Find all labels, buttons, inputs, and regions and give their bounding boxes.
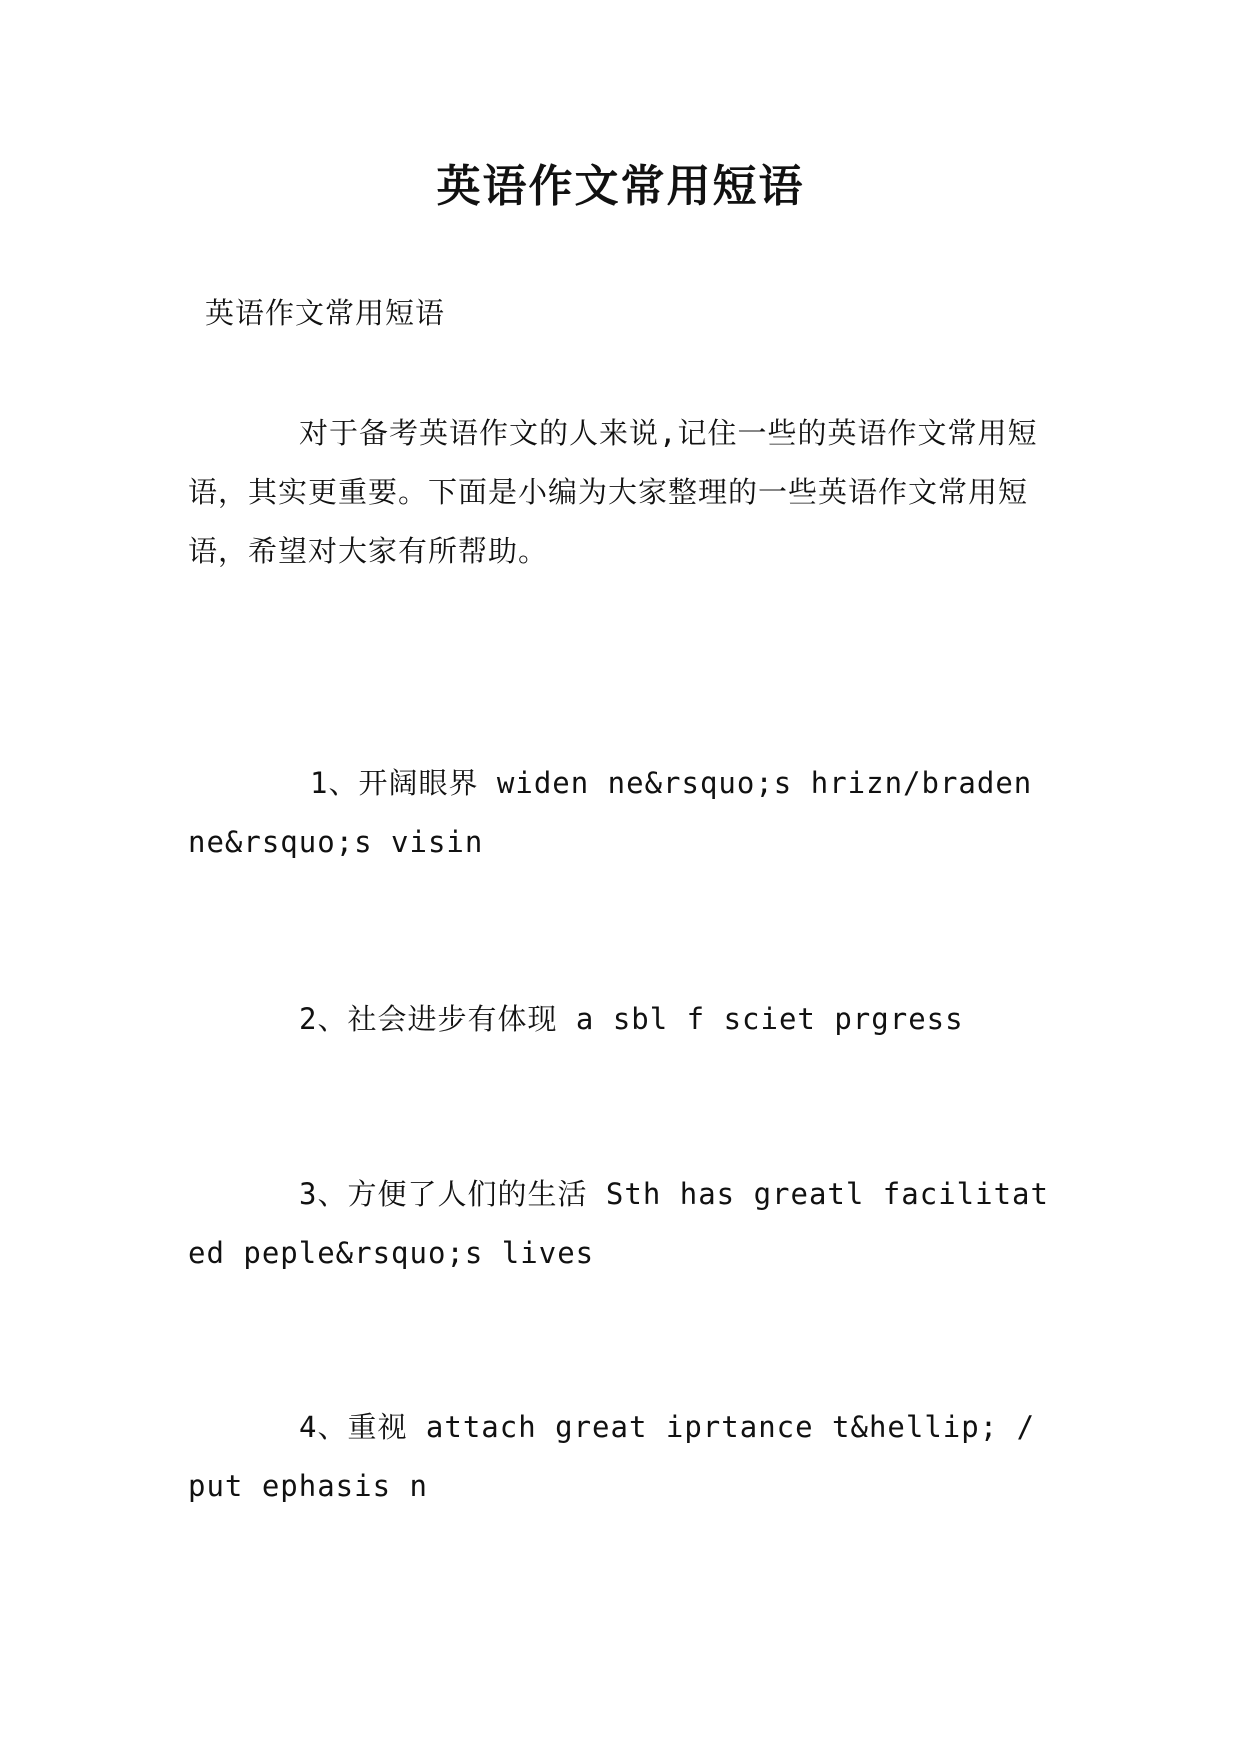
phrase-item-4: 4、重视 attach great iprtance t&hellip; / put ephasis n: [188, 1410, 1036, 1503]
document-title: 英语作文常用短语: [436, 161, 805, 212]
document-subtitle: 英语作文常用短语: [205, 296, 446, 330]
phrase-item-3: 3、方便了人们的生活 Sth has greatl facilitated peple&rsquo;s lives: [188, 1177, 1049, 1270]
intro-paragraph: 对于备考英语作文的人来说,记住一些的英语作文常用短语，其实更重要。下面是小编为大家整理的一些英语作文常用短语，希望对大家有所帮助。: [188, 416, 1038, 568]
phrase-item-2: 2、社会进步有体现 a sbl f sciet prgress: [299, 1002, 964, 1036]
phrase-item-1: 1、开阔眼界 widen ne&rsquo;s hrizn/braden ne&rsquo;s visin: [188, 766, 1033, 859]
